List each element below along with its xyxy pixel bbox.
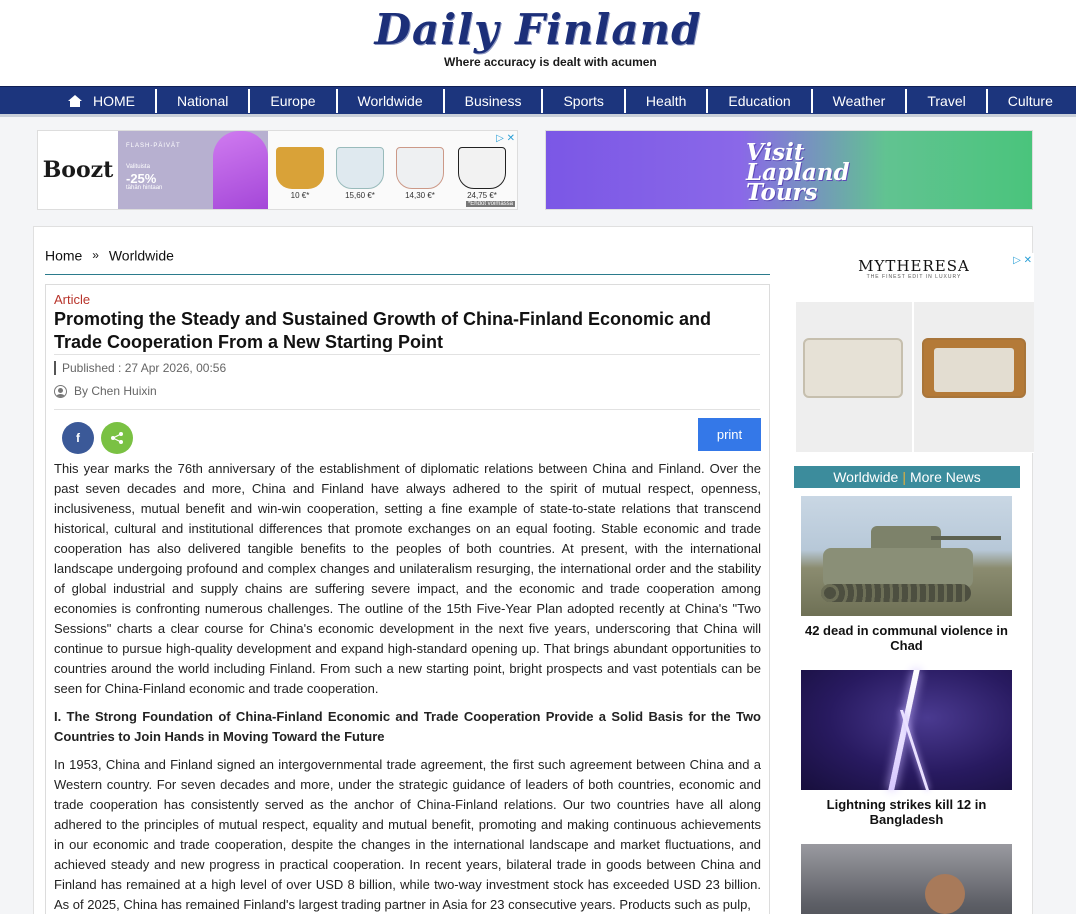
logo-text[interactable]: Daily Finland	[374, 5, 702, 54]
ad-small-text-2: tähän hintaan	[126, 185, 163, 191]
main-nav	[0, 86, 1076, 117]
ad-model-image	[213, 131, 268, 209]
product-price: 15,60 €*	[345, 191, 375, 200]
nav-item-education[interactable]: Education	[708, 89, 812, 113]
adchoices-icon[interactable]: ▷ ✕	[1013, 255, 1032, 266]
mytheresa-subtitle: THE FINEST EDIT IN LUXURY	[866, 274, 962, 280]
wallet-image	[922, 338, 1026, 398]
product-price: 24,75 €*	[467, 191, 497, 200]
lapland-ad-text: Visit Lapland Tours	[746, 139, 850, 206]
author-name: By Chen Huixin	[74, 384, 157, 398]
site-logo[interactable]	[0, 6, 1076, 54]
title-divider	[54, 354, 760, 355]
nav-item-worldwide[interactable]: Worldwide	[338, 89, 445, 113]
site-header	[0, 0, 1076, 86]
news-thumbnail[interactable]	[801, 670, 1012, 790]
home-icon	[68, 95, 82, 107]
nav-item-europe[interactable]: Europe	[250, 89, 337, 113]
adchoices-icon[interactable]: ▷ ✕	[496, 133, 515, 144]
product-image	[796, 302, 912, 452]
nav-item-business[interactable]: Business	[445, 89, 544, 113]
news-card[interactable]	[794, 844, 1020, 914]
product-price: 14,30 €*	[405, 191, 435, 200]
article-author	[54, 384, 157, 398]
facebook-icon: f	[76, 431, 80, 445]
product-image	[396, 147, 444, 189]
nav-item-travel[interactable]: Travel	[907, 89, 987, 113]
more-news-header[interactable]	[794, 466, 1020, 488]
lapland-ad-banner[interactable]	[545, 130, 1033, 210]
user-icon	[54, 385, 67, 398]
author-divider	[54, 409, 760, 410]
news-card[interactable]	[794, 670, 1020, 834]
article-title: Promoting the Steady and Sustained Growth of China-Finland Economic and Trade Cooperation From a New Starting Point	[54, 309, 712, 352]
news-headline[interactable]: Lightning strikes kill 12 in Bangladesh	[826, 797, 987, 827]
product-image	[336, 147, 384, 189]
nav-item-culture[interactable]: Culture	[1007, 92, 1053, 109]
article-subheading: I. The Strong Foundation of China-Finland Economic and Trade Cooperation Provide a Solid Basis for the Two Countries to Join Hands in Moving Toward the Future	[54, 709, 761, 744]
breadcrumb-current[interactable]: Worldwide	[108, 247, 174, 264]
breadcrumb	[45, 246, 174, 263]
ad-products	[268, 131, 518, 209]
ad-discount: -25%	[126, 171, 157, 186]
published-date: Published : 27 Apr 2026, 00:56	[54, 361, 226, 375]
breadcrumb-home[interactable]: Home	[45, 247, 83, 264]
news-thumbnail[interactable]	[801, 496, 1012, 616]
nav-item-label: HOME	[93, 92, 135, 109]
boozt-logo: Boozt	[42, 157, 114, 183]
more-news-link[interactable]: More News	[909, 469, 981, 485]
article-paragraph: In 1953, China and Finland signed an intergovernmental trade agreement, the first such agreement between China and a Western country. For seven decades and more, under the strategic guidance of leaders of both countries, economic and trade cooperation has consistently served as the anchor of China-Finland relations. Our two countries have all along adhered to the principles of mutual respect, equality and mutual benefit, promoting and making continuous achievements in our economic and trade cooperation, despite the changes in the international landscape and market fluctuations, and achieved steady and new progress in practical cooperation. In recent years, bilateral trade in goods between China and Finland has remained at a high level of over USD 8 billion, while two-way investment stock has exceeded USD 23 billion. As of 2025, China has remained Finland's largest trading partner in Asia for 23 consecutive years. Products such as pulp,	[54, 757, 761, 912]
breadcrumb-separator: »	[92, 248, 99, 263]
news-headline[interactable]: 42 dead in communal violence in Chad	[804, 623, 1008, 653]
mytheresa-ad[interactable]	[794, 253, 1034, 453]
ad-small-text: Valituista	[126, 164, 150, 170]
nav-item-national[interactable]: National	[157, 89, 250, 113]
share-button[interactable]	[101, 422, 133, 454]
nav-item-home[interactable]	[0, 89, 157, 113]
article-paragraph: This year marks the 76th anniversary of the establishment of diplomatic relations between China and Finland. Over the past seven decades and more, China and Finland have always adhered to the spirit of mutual respect, openness, inclusiveness, mutual benefit and win-win cooperation, setting a fine example of state-to-state relations that transcend historical, cultural and institutional differences that promote exchanges on an equal footing. Stable economic and trade cooperation has also delivered tangible benefits to the peoples of both countries. At present, with the international landscape undergoing profound and complex changes and unilateralism resurging, the international order and the stability of global industrial and supply chains are suffering severe impact, and the economic and trade cooperation among economies is confronting numerous challenges. The outline of the 15th Five-Year Plan adopted recently at China's "Two Sessions" charts a clear course for China's economic development in the next five years, underscoring that China will continue to pursue high-quality development and expand high-standard opening up. That brings abundant opportunities to countries around the world including Finland. From such a new starting point, bright prospects and vast potentials can be seen for China-Finland economic and trade cooperation.	[54, 461, 761, 696]
site-tagline: Where accuracy is dealt with acumen	[444, 55, 657, 69]
product-image	[914, 302, 1034, 452]
facebook-share-button[interactable]	[62, 422, 94, 454]
mytheresa-logo: MYTHERESA	[858, 257, 970, 275]
product-price: 10 €*	[290, 191, 310, 200]
news-card[interactable]	[794, 496, 1020, 660]
product-image	[458, 147, 506, 189]
product-image	[276, 147, 324, 189]
breadcrumb-divider	[45, 274, 770, 275]
more-news-section[interactable]: Worldwide	[833, 469, 899, 485]
share-icon	[110, 431, 124, 445]
article-category-label: Article	[54, 292, 91, 307]
ad-promo-panel	[118, 131, 268, 209]
nav-item-weather[interactable]: Weather	[813, 89, 908, 113]
ad-flash-text: FLASH-PÄIVÄT	[126, 143, 181, 149]
more-news-separator: |	[902, 469, 906, 485]
nav-item-health[interactable]: Health	[626, 89, 708, 113]
print-button[interactable]: print	[698, 418, 761, 451]
nav-item-sports[interactable]: Sports	[543, 89, 625, 113]
news-thumbnail[interactable]	[801, 844, 1012, 914]
wallet-image	[803, 338, 903, 398]
ad-legal-text: *Ehdot voimassa	[467, 201, 513, 207]
boozt-ad-banner[interactable]	[37, 130, 518, 210]
